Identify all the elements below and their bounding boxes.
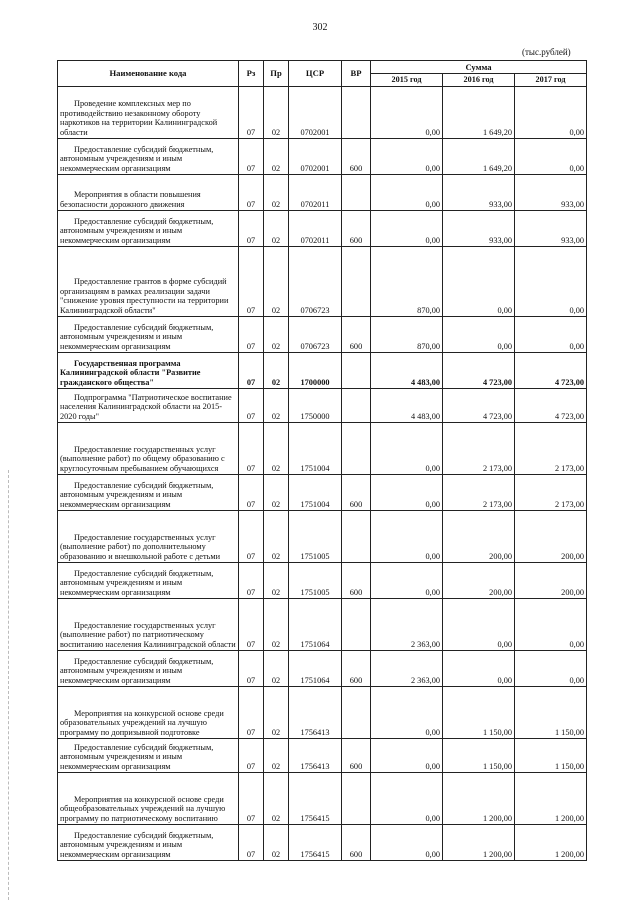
row-sum-2015: 0,00: [371, 739, 443, 773]
row-csr: 1756413: [289, 739, 342, 773]
row-rz: 07: [239, 773, 264, 825]
row-sum-2017: 4 723,00: [515, 389, 587, 423]
row-vr: [342, 423, 371, 475]
row-sum-2015: 0,00: [371, 825, 443, 861]
row-csr: 1700000: [289, 353, 342, 389]
margin-line: [8, 470, 10, 900]
row-name: Предоставление субсидий бюджетным, автономным учреждениям и иным некоммерческим организациям: [58, 563, 239, 599]
page-number: 302: [312, 22, 328, 33]
header-year-2016: 2016 год: [443, 74, 515, 87]
row-rz: 07: [239, 687, 264, 739]
row-name: Предоставление субсидий бюджетным, автономным учреждениям и иным некоммерческим организациям: [58, 475, 239, 511]
row-name: Предоставление государственных услуг (выполнение работ) по общему образованию с круглосуточным пребыванием обучающихся: [58, 423, 239, 475]
row-rz: 07: [239, 211, 264, 247]
row-sum-2015: 0,00: [371, 563, 443, 599]
row-vr: [342, 87, 371, 139]
table-row: [58, 423, 587, 475]
row-name: Предоставление субсидий бюджетным, автономным учреждениям и иным некоммерческим организациям: [58, 739, 239, 773]
row-csr: 0706723: [289, 247, 342, 317]
row-vr: 600: [342, 475, 371, 511]
row-sum-2017: 0,00: [515, 87, 587, 139]
row-name: Предоставление субсидий бюджетным, автономным учреждениям и иным некоммерческим организациям: [58, 139, 239, 175]
row-pr: 02: [264, 687, 289, 739]
row-sum-2017: 2 173,00: [515, 423, 587, 475]
row-vr: [342, 353, 371, 389]
row-pr: 02: [264, 825, 289, 861]
row-csr: 1751005: [289, 563, 342, 599]
table-row: [58, 175, 587, 211]
header-vr: ВР: [342, 61, 371, 87]
table-row: [58, 317, 587, 353]
row-pr: 02: [264, 317, 289, 353]
header-year-2017: 2017 год: [515, 74, 587, 87]
row-sum-2017: 0,00: [515, 139, 587, 175]
row-sum-2016: 1 200,00: [443, 773, 515, 825]
row-name: Предоставление грантов в форме субсидий организациям в рамках реализации задачи "снижение уровня преступности на территории Калининградской области": [58, 247, 239, 317]
row-sum-2016: 2 173,00: [443, 475, 515, 511]
row-name: Проведение комплексных мер по противодействию незаконному обороту наркотиков на территории Калининградской области: [58, 87, 239, 139]
table-row: [58, 211, 587, 247]
row-vr: [342, 599, 371, 651]
header-year-2015: 2015 год: [371, 74, 443, 87]
row-sum-2015: 0,00: [371, 87, 443, 139]
row-pr: 02: [264, 651, 289, 687]
row-name: Мероприятия на конкурсной основе среди образовательных учреждений на лучшую программу по допризывной подготовке: [58, 687, 239, 739]
row-sum-2016: 0,00: [443, 599, 515, 651]
row-name: Подпрограмма "Патриотическое воспитание населения Калининградской области на 2015-2020 годы": [58, 389, 239, 423]
row-sum-2016: 4 723,00: [443, 353, 515, 389]
table-row: [58, 825, 587, 861]
row-sum-2017: 0,00: [515, 599, 587, 651]
header-sum: Сумма: [371, 61, 587, 74]
row-sum-2017: 2 173,00: [515, 475, 587, 511]
header-csr: ЦСР: [289, 61, 342, 87]
row-rz: 07: [239, 139, 264, 175]
row-rz: 07: [239, 353, 264, 389]
row-sum-2015: 4 483,00: [371, 389, 443, 423]
row-csr: 1756415: [289, 773, 342, 825]
table-row: [58, 389, 587, 423]
row-vr: 600: [342, 651, 371, 687]
row-pr: 02: [264, 353, 289, 389]
row-name: Государственная программа Калининградской области "Развитие гражданского общества": [58, 353, 239, 389]
row-vr: [342, 247, 371, 317]
row-pr: 02: [264, 389, 289, 423]
row-vr: 600: [342, 211, 371, 247]
row-pr: 02: [264, 739, 289, 773]
row-name: Предоставление государственных услуг (выполнение работ) по патриотическому воспитанию населения Калининградской области: [58, 599, 239, 651]
table-row: [58, 563, 587, 599]
row-rz: 07: [239, 317, 264, 353]
table-row: [58, 511, 587, 563]
row-sum-2017: 1 200,00: [515, 773, 587, 825]
row-csr: 1751064: [289, 599, 342, 651]
row-csr: 1751004: [289, 475, 342, 511]
row-csr: 1756415: [289, 825, 342, 861]
row-csr: 1751004: [289, 423, 342, 475]
row-csr: 0702001: [289, 87, 342, 139]
row-sum-2017: 200,00: [515, 563, 587, 599]
row-rz: 07: [239, 739, 264, 773]
row-sum-2016: 2 173,00: [443, 423, 515, 475]
row-vr: 600: [342, 825, 371, 861]
row-sum-2016: 933,00: [443, 175, 515, 211]
header-rz: Рз: [239, 61, 264, 87]
row-sum-2017: 4 723,00: [515, 353, 587, 389]
header-pr: Пр: [264, 61, 289, 87]
unit-label: (тыс.рублей): [522, 47, 571, 57]
row-rz: 07: [239, 651, 264, 687]
row-sum-2016: 1 200,00: [443, 825, 515, 861]
table-row: [58, 87, 587, 139]
row-name: Предоставление субсидий бюджетным, автономным учреждениям и иным некоммерческим организациям: [58, 317, 239, 353]
row-sum-2015: 2 363,00: [371, 651, 443, 687]
row-pr: 02: [264, 475, 289, 511]
table-row: [58, 687, 587, 739]
row-vr: 600: [342, 139, 371, 175]
row-sum-2015: 0,00: [371, 175, 443, 211]
row-csr: 1756413: [289, 687, 342, 739]
row-pr: 02: [264, 563, 289, 599]
row-name: Предоставление субсидий бюджетным, автономным учреждениям и иным некоммерческим организациям: [58, 651, 239, 687]
row-vr: [342, 511, 371, 563]
row-vr: 600: [342, 317, 371, 353]
row-sum-2017: 1 150,00: [515, 687, 587, 739]
row-sum-2015: 0,00: [371, 475, 443, 511]
row-csr: 1750000: [289, 389, 342, 423]
row-rz: 07: [239, 389, 264, 423]
row-pr: 02: [264, 87, 289, 139]
row-sum-2015: 870,00: [371, 247, 443, 317]
row-sum-2017: 1 150,00: [515, 739, 587, 773]
row-name: Предоставление государственных услуг (выполнение работ) по дополнительному образованию и внешкольной работе с детьми: [58, 511, 239, 563]
row-pr: 02: [264, 511, 289, 563]
table-row: [58, 773, 587, 825]
row-sum-2015: 0,00: [371, 423, 443, 475]
row-sum-2015: 870,00: [371, 317, 443, 353]
row-pr: 02: [264, 247, 289, 317]
row-sum-2016: 4 723,00: [443, 389, 515, 423]
row-rz: 07: [239, 87, 264, 139]
row-rz: 07: [239, 423, 264, 475]
row-vr: [342, 773, 371, 825]
row-sum-2017: 200,00: [515, 511, 587, 563]
row-pr: 02: [264, 211, 289, 247]
row-sum-2017: 0,00: [515, 247, 587, 317]
row-pr: 02: [264, 773, 289, 825]
row-sum-2016: 200,00: [443, 563, 515, 599]
row-name: Мероприятия на конкурсной основе среди общеобразовательных учреждений на лучшую программу по патриотическому воспитанию: [58, 773, 239, 825]
table-row: [58, 599, 587, 651]
row-rz: 07: [239, 825, 264, 861]
table-row: [58, 739, 587, 773]
row-sum-2016: 1 150,00: [443, 739, 515, 773]
row-name: Предоставление субсидий бюджетным, автономным учреждениям и иным некоммерческим организациям: [58, 211, 239, 247]
row-sum-2017: 0,00: [515, 317, 587, 353]
row-rz: 07: [239, 563, 264, 599]
row-sum-2016: 933,00: [443, 211, 515, 247]
row-vr: [342, 389, 371, 423]
row-rz: 07: [239, 511, 264, 563]
row-vr: [342, 687, 371, 739]
row-pr: 02: [264, 423, 289, 475]
row-sum-2015: 0,00: [371, 139, 443, 175]
row-sum-2015: 0,00: [371, 511, 443, 563]
budget-table: [57, 60, 587, 861]
row-name: Мероприятия в области повышения безопасности дорожного движения: [58, 175, 239, 211]
row-pr: 02: [264, 175, 289, 211]
row-pr: 02: [264, 599, 289, 651]
header-name: Наименование кода: [58, 61, 239, 87]
row-sum-2016: 1 649,20: [443, 87, 515, 139]
row-rz: 07: [239, 175, 264, 211]
row-sum-2016: 200,00: [443, 511, 515, 563]
row-vr: 600: [342, 563, 371, 599]
row-rz: 07: [239, 475, 264, 511]
row-sum-2015: 0,00: [371, 211, 443, 247]
row-name: Предоставление субсидий бюджетным, автономным учреждениям и иным некоммерческим организациям: [58, 825, 239, 861]
table-row: [58, 651, 587, 687]
row-sum-2017: 933,00: [515, 211, 587, 247]
row-rz: 07: [239, 247, 264, 317]
row-csr: 0702001: [289, 139, 342, 175]
row-sum-2016: 0,00: [443, 247, 515, 317]
row-sum-2016: 0,00: [443, 317, 515, 353]
row-sum-2017: 933,00: [515, 175, 587, 211]
row-csr: 1751064: [289, 651, 342, 687]
row-pr: 02: [264, 139, 289, 175]
row-sum-2015: 0,00: [371, 687, 443, 739]
row-sum-2016: 0,00: [443, 651, 515, 687]
row-csr: 0702011: [289, 211, 342, 247]
row-csr: 0706723: [289, 317, 342, 353]
row-csr: 0702011: [289, 175, 342, 211]
row-sum-2015: 0,00: [371, 773, 443, 825]
row-sum-2017: 1 200,00: [515, 825, 587, 861]
row-rz: 07: [239, 599, 264, 651]
row-sum-2015: 2 363,00: [371, 599, 443, 651]
row-sum-2015: 4 483,00: [371, 353, 443, 389]
budget-table-wrapper: [57, 60, 586, 861]
table-row: [58, 247, 587, 317]
table-row: [58, 139, 587, 175]
table-row: [58, 353, 587, 389]
row-vr: [342, 175, 371, 211]
row-sum-2016: 1 150,00: [443, 687, 515, 739]
row-csr: 1751005: [289, 511, 342, 563]
row-vr: 600: [342, 739, 371, 773]
row-sum-2017: 0,00: [515, 651, 587, 687]
row-sum-2016: 1 649,20: [443, 139, 515, 175]
table-body: [58, 87, 587, 861]
table-row: [58, 475, 587, 511]
